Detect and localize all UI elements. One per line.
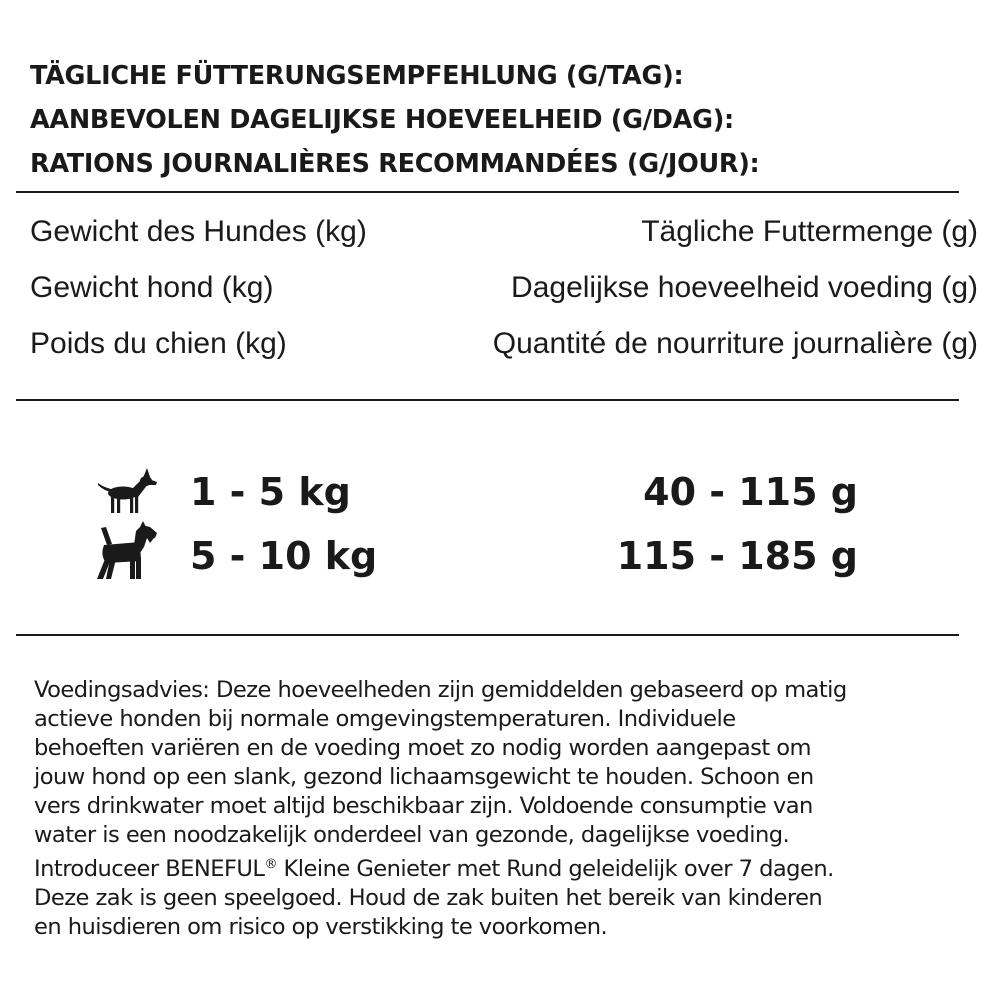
label-row-french: [30, 316, 978, 372]
weight-range: 1 - 5 kg: [190, 470, 351, 514]
brand-line-prefix: Introduceer BENEFUL: [34, 856, 265, 882]
feeding-recommendation-headings: [30, 54, 980, 186]
feeding-advice: [34, 676, 989, 942]
advice-line: en huisdieren om risico op verstikking te voorkomen.: [34, 914, 608, 940]
column-labels: [30, 204, 978, 372]
feeding-row-small: [0, 460, 1000, 524]
feeding-table: [0, 460, 1000, 588]
amount-label: Quantité de nourriture journalière (g): [492, 327, 978, 360]
amount-label: Dagelijkse hoeveelheid voeding (g): [511, 271, 978, 304]
weight-label: Gewicht des Hundes (kg): [30, 215, 367, 248]
advice-line: Deze zak is geen speelgoed. Houd de zak buiten het bereik van kinderen: [34, 885, 823, 911]
divider-middle: [16, 399, 959, 401]
small-dog-icon: [96, 466, 160, 514]
advice-line: vers drinkwater moet altijd beschikbaar zijn. Voldoende consumptie van: [34, 793, 813, 819]
label-row-german: [30, 204, 978, 260]
terrier-dog-icon: [94, 521, 160, 581]
brand-line-suffix: Kleine Genieter met Rund geleidelijk over 7 dagen.: [276, 856, 834, 882]
weight-label: Gewicht hond (kg): [30, 271, 274, 304]
heading-french: RATIONS JOURNALIÈRES RECOMMANDÉES (G/JOUR):: [30, 149, 760, 179]
weight-label: Poids du chien (kg): [30, 327, 287, 360]
registered-mark: ®: [264, 857, 277, 872]
advice-brand-line: [34, 850, 989, 884]
feeding-row-medium: [0, 524, 1000, 588]
amount-range: 40 - 115 g: [643, 470, 858, 514]
advice-line: behoeften variëren en de voeding moet zo nodig worden aangepast om: [34, 735, 812, 761]
divider-bottom: [16, 634, 959, 636]
heading-german: TÄGLICHE FÜTTERUNGSEMPFEHLUNG (G/TAG):: [30, 61, 684, 91]
advice-line: actieve honden bij normale omgevingstemperaturen. Individuele: [34, 706, 736, 732]
weight-range: 5 - 10 kg: [190, 534, 378, 578]
advice-line: jouw hond op een slank, gezond lichaamsgewicht te houden. Schoon en: [34, 764, 814, 790]
advice-line: Voedingsadvies: Deze hoeveelheden zijn gemiddelden gebaseerd op matig: [34, 677, 847, 703]
amount-label: Tägliche Futtermenge (g): [641, 215, 978, 248]
advice-line: water is een noodzakelijk onderdeel van gezonde, dagelijkse voeding.: [34, 822, 790, 848]
label-row-dutch: [30, 260, 978, 316]
amount-range: 115 - 185 g: [616, 534, 858, 578]
heading-dutch: AANBEVOLEN DAGELIJKSE HOEVEELHEID (G/DAG):: [30, 105, 734, 135]
divider-top: [16, 191, 959, 193]
